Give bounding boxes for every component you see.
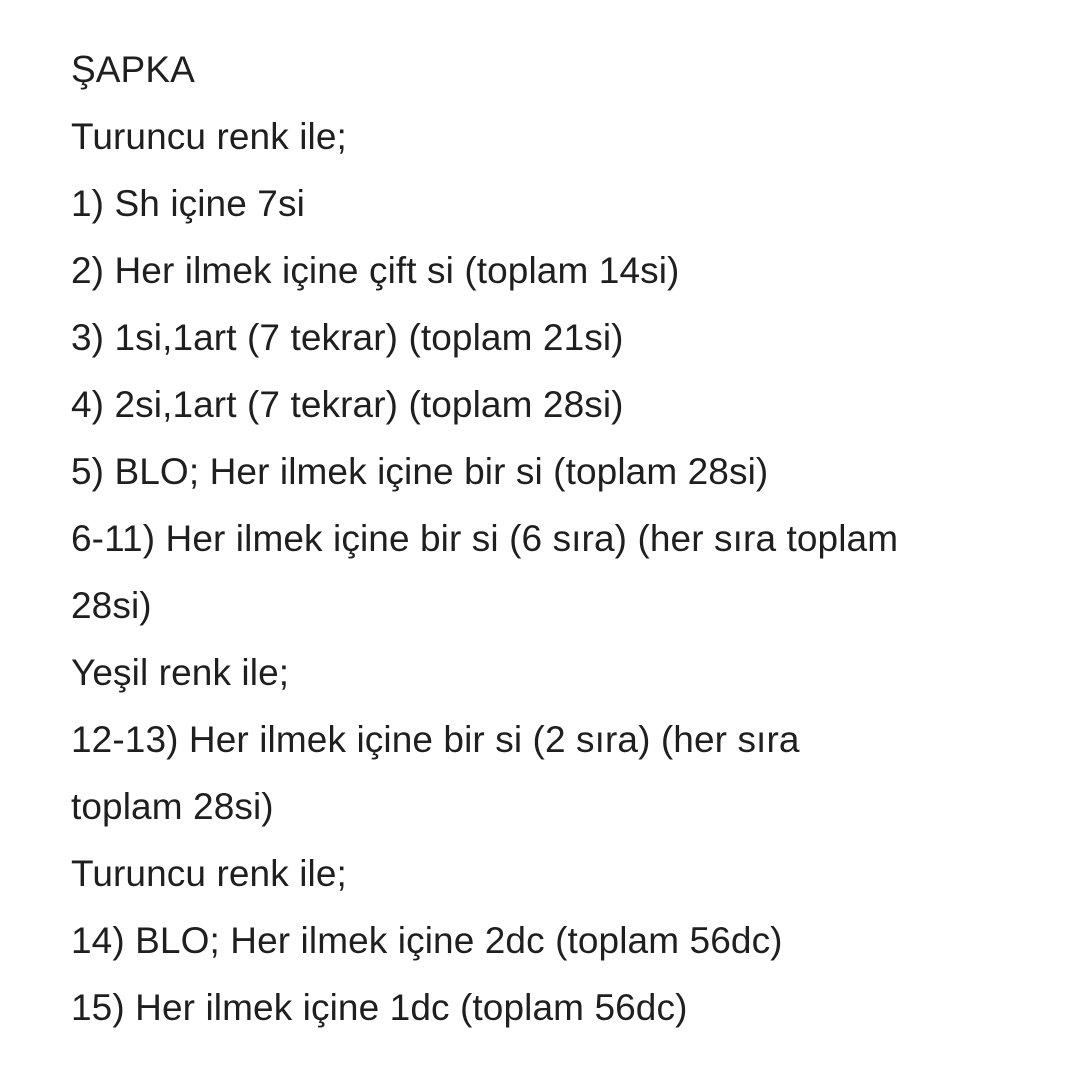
step-3: 3) 1si,1art (7 tekrar) (toplam 21si) xyxy=(71,317,624,358)
step-1: 1) Sh içine 7si xyxy=(71,183,305,224)
step-6-11: 6-11) Her ilmek içine bir si (6 sıra) (her sıra toplam xyxy=(71,518,899,559)
step-6-11-continued: 28si) xyxy=(71,585,152,626)
step-12-13: 12-13) Her ilmek içine bir si (2 sıra) (her sıra xyxy=(71,719,800,760)
pattern-document xyxy=(71,36,1031,1041)
step-2: 2) Her ilmek içine çift si (toplam 14si) xyxy=(71,250,680,291)
step-12-13-continued: toplam 28si) xyxy=(71,786,274,827)
color-instruction-green: Yeşil renk ile; xyxy=(71,652,290,693)
step-14: 14) BLO; Her ilmek içine 2dc (toplam 56dc) xyxy=(71,920,783,961)
step-15: 15) Her ilmek içine 1dc (toplam 56dc) xyxy=(71,987,688,1028)
color-instruction-orange: Turuncu renk ile; xyxy=(71,116,347,157)
color-instruction-orange-2: Turuncu renk ile; xyxy=(71,853,347,894)
step-4: 4) 2si,1art (7 tekrar) (toplam 28si) xyxy=(71,384,624,425)
document-title: ŞAPKA xyxy=(71,49,195,90)
step-5: 5) BLO; Her ilmek içine bir si (toplam 28si) xyxy=(71,451,769,492)
